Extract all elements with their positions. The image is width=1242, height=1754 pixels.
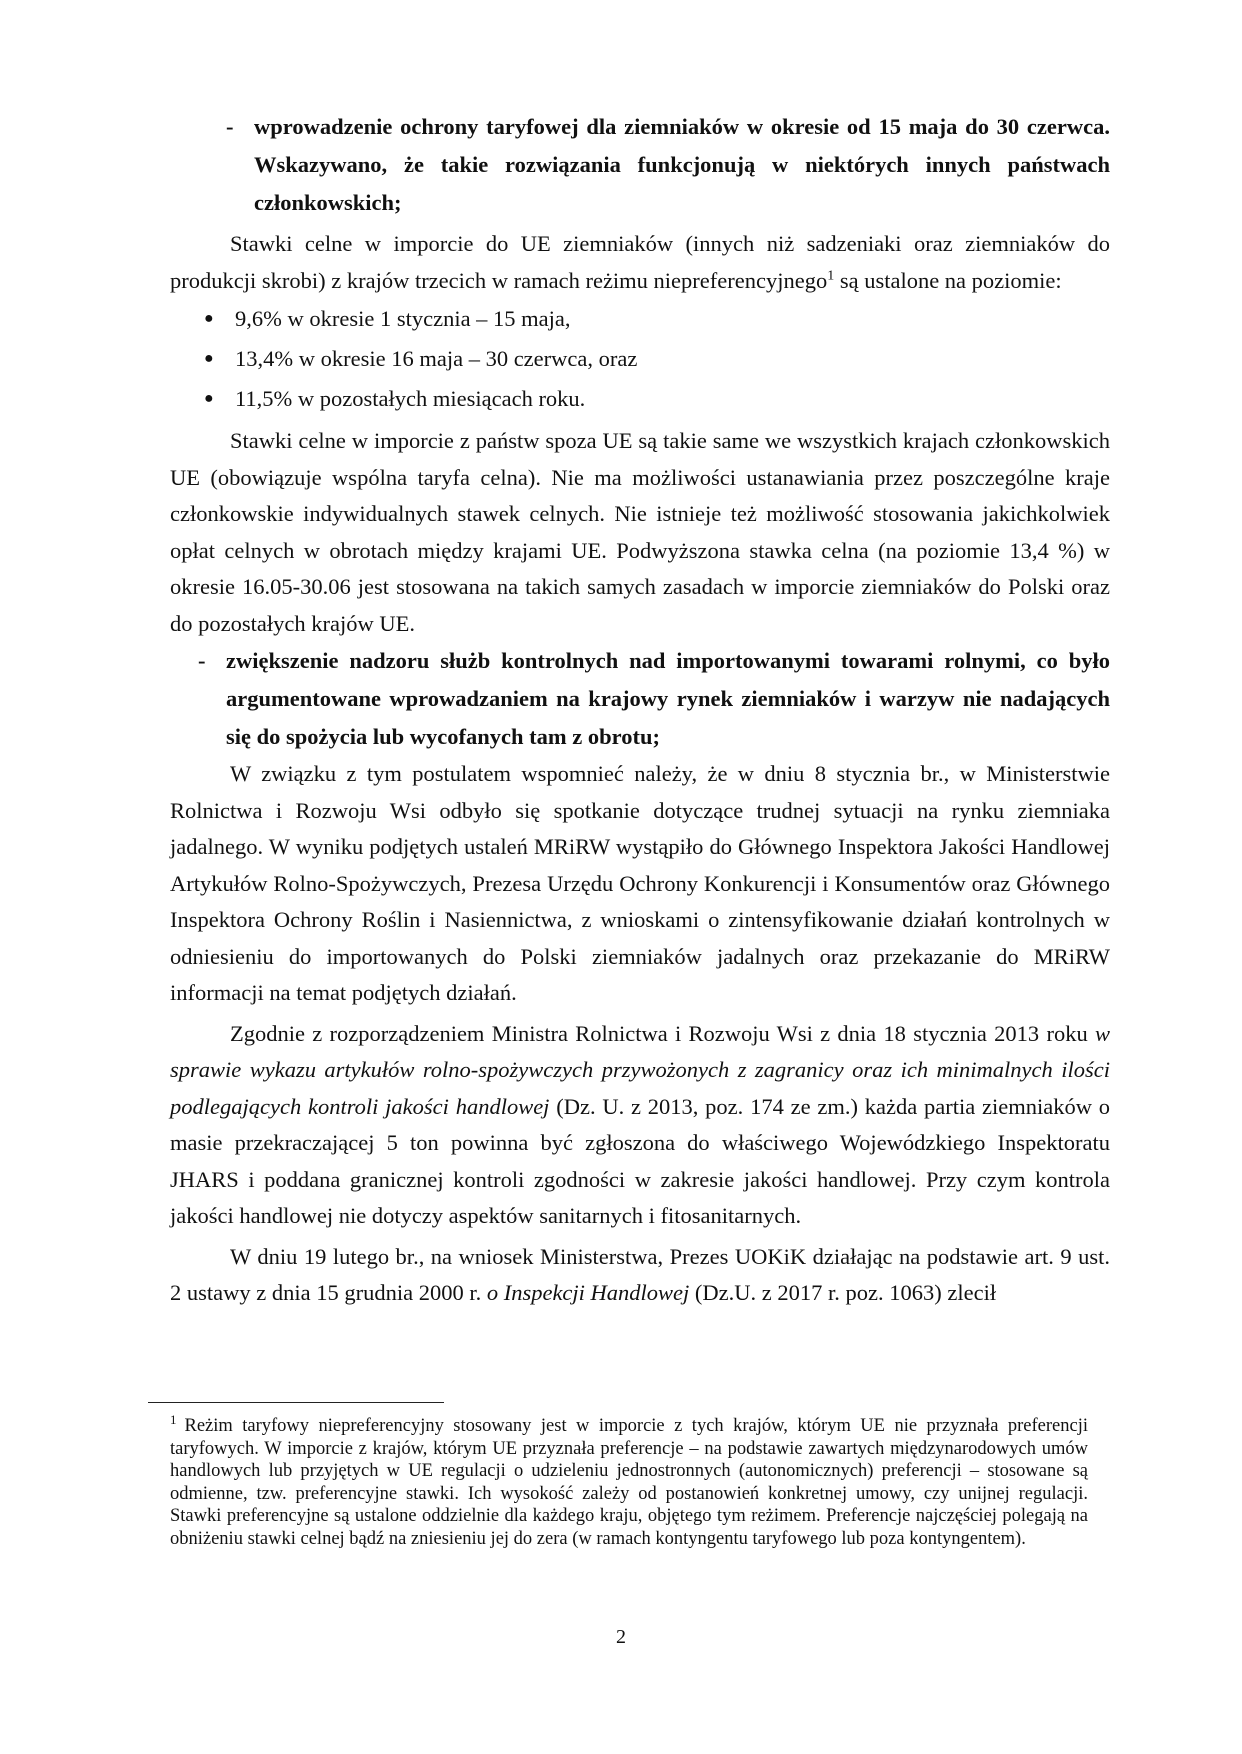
tariff-rate-list bbox=[170, 299, 1110, 419]
page-body bbox=[170, 108, 1110, 1312]
footnote bbox=[170, 1411, 1088, 1550]
list-item-text: 9,6% w okresie 1 stycznia – 15 maja, bbox=[235, 306, 571, 331]
paragraph-ministry-meeting: W związku z tym postulatem wspomnieć należy, że w dniu 8 stycznia br., w Ministerstwie Rolnictwa i Rozwoju Wsi odbyło się spotkanie dotyczące trudnej sytuacji na rynku ziemniaka jadalnego. W wyniku podjętych ustaleń MRiRW wystąpiło do Głównego Inspektora Jakości Handlowej Artykułów Rolno-Spożywczych, Prezesa Urzędu Ochrony Konkurencji i Konsumentów oraz Głównego Inspektora Ochrony Roślin i Nasiennictwa, z wnioskami o zintensyfikowanie działań kontrolnych w odniesieniu do importowanych do Polski ziemniaków jadalnych oraz przekazanie do MRiRW informacji na temat podjętych działań. bbox=[170, 761, 1110, 1005]
postulate-text: wprowadzenie ochrony taryfowej dla ziemniaków w okresie od 15 maja do 30 czerwca. Wskazywano, że takie rozwiązania funkcjonują w niektórych innych państwach członkowskich; bbox=[254, 114, 1110, 215]
list-item bbox=[170, 339, 1110, 379]
bullet-icon: ● bbox=[204, 310, 214, 327]
list-item-text: 13,4% w okresie 16 maja – 30 czerwca, oraz bbox=[235, 346, 638, 371]
footnote-ref[interactable]: 1 bbox=[827, 268, 835, 283]
postulate-item-control-supervision bbox=[170, 642, 1110, 756]
dash-marker: - bbox=[226, 114, 234, 139]
paragraph-text: Stawki celne w imporcie do UE ziemniaków (innych niż sadzeniaki oraz ziemniaków do produkcji skrobi) z krajów trzecich w ramach reżimu niepreferencyjnego bbox=[170, 231, 1110, 293]
postulate-text: zwiększenie nadzoru służb kontrolnych nad importowanymi towarami rolnymi, co było argumentowane wprowadzaniem na krajowy rynek ziemniaków i warzyw nie nadających się do spożycia lub wycofanych tam z obrotu; bbox=[226, 648, 1110, 749]
paragraph-text-tail: są ustalone na poziomie: bbox=[834, 267, 1062, 293]
regulation-title: w sprawie wykazu artykułów rolno-spożywczych przywożonych z zagranicy oraz ich minimalnych ilości podlegających kontroli jakości handlowej bbox=[170, 1020, 1110, 1119]
bullet-icon: ● bbox=[204, 390, 214, 407]
paragraph-text: W dniu 19 lutego br., na wniosek Ministerstwa, Prezes UOKiK działając na podstawie art. 9 ust. 2 ustawy z dnia 15 grudnia 2000 r. bbox=[170, 1243, 1110, 1305]
paragraph-tariff-rates bbox=[170, 226, 1110, 299]
footnote-separator bbox=[148, 1402, 444, 1403]
list-item bbox=[170, 299, 1110, 339]
list-item bbox=[170, 379, 1110, 419]
postulate-item-tariff-protection bbox=[170, 108, 1110, 222]
paragraph-text-tail: (Dz.U. z 2017 r. poz. 1063) zlecił bbox=[689, 1280, 997, 1305]
act-title: o Inspekcji Handlowej bbox=[486, 1280, 690, 1305]
page-number: 2 bbox=[616, 1626, 626, 1648]
bullet-icon: ● bbox=[204, 350, 214, 367]
paragraph-regulation bbox=[170, 1016, 1110, 1235]
footnote-mark: 1 bbox=[170, 1411, 177, 1427]
paragraph-text: Zgodnie z rozporządzeniem Ministra Rolnictwa i Rozwoju Wsi z dnia 18 stycznia 2013 roku bbox=[230, 1020, 1095, 1046]
paragraph-text-tail: (Dz. U. z 2013, poz. 174 ze zm.) każda partia ziemniaków o masie przekraczającej 5 ton powinna być zgłoszona do właściwego Wojewódzkiego Inspektoratu JHARS i poddana granicznej kontroli zgodności w zakresie jakości handlowej. Przy czym kontrola jakości handlowej nie dotyczy aspektów sanitarnych i fitosanitarnych. bbox=[170, 1093, 1110, 1228]
footnote-text: Reżim taryfowy niepreferencyjny stosowany jest w imporcie z tych krajów, którym UE nie przyznała preferencji taryfowych. W imporcie z krajów, którym UE przyznała preferencje – na podstawie zawartych międzynarodowych umów handlowych lub przyjętych w UE regulacji o udzieleniu jednostronnych (autonomicznych) preferencji – stosowane są odmienne, tzw. preferencyjne stawki. Ich wysokość zależy od postanowień konkretnej umowy, czy unijnej regulacji. Stawki preferencyjne są ustalone oddzielnie dla każdego kraju, objętego tym reżimem. Preferencje najczęściej polegają na obniżeniu stawki celnej bądź na zniesieniu jej do zera (w ramach kontyngentu taryfowego lub poza kontyngentem). bbox=[170, 1416, 1088, 1549]
list-item-text: 11,5% w pozostałych miesiącach roku. bbox=[235, 386, 586, 411]
paragraph-common-tariff: Stawki celne w imporcie z państw spoza UE są takie same we wszystkich krajach członkowskich UE (obowiązuje wspólna taryfa celna). Nie ma możliwości ustanawiania przez poszczególne kraje członkowskie indywidualnych stawek celnych. Nie istnieje też możliwość stosowania jakichkolwiek opłat celnych w obrotach między krajami UE. Podwyższona stawka celna (na poziomie 13,4 %) w okresie 16.05-30.06 jest stosowana na takich samych zasadach w imporcie ziemniaków do Polski oraz do pozostałych krajów UE. bbox=[170, 428, 1110, 636]
paragraph-uokik bbox=[170, 1239, 1110, 1312]
dash-marker: - bbox=[198, 648, 206, 673]
